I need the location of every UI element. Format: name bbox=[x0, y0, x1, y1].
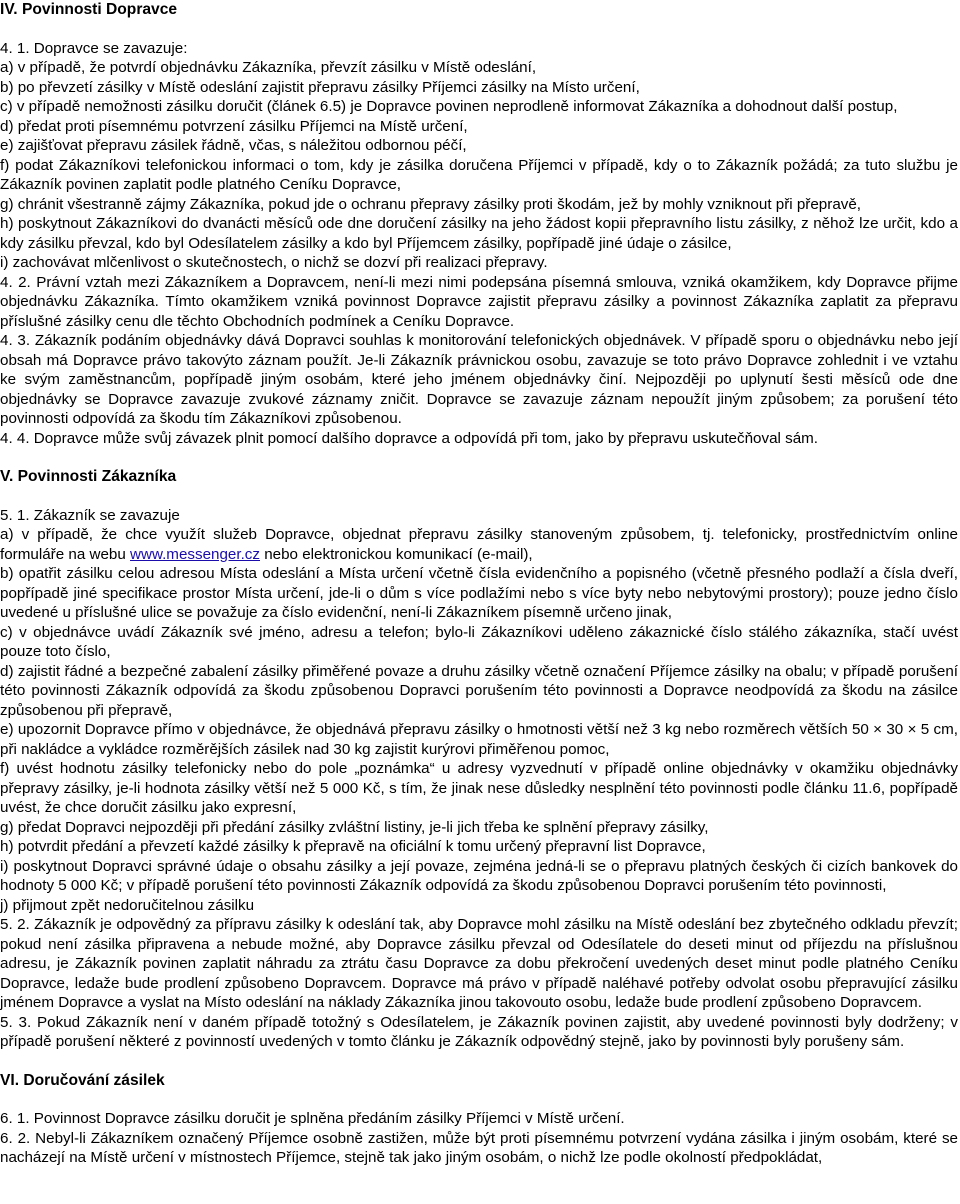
item-5-1-b: b) opatřit zásilku celou adresou Místa odeslání a Místa určení včetně čísla evidenčního a popisného (včetně přesného podlaží a čísla dveří, popřípadě jiné specifikace prostor Místa určení, jde-li o dům s více podlažími nebo s více byty nebo nebytovými prostory); pouze jedno číslo uvedené u příslušné ulice se považuje za číslo evidenční, není-li Zákazníkem písemně určeno jinak, bbox=[0, 565, 958, 621]
paragraph-5-2: 5. 2. Zákazník je odpovědný za přípravu zásilky k odeslání tak, aby Dopravce mohl zásilku na Místě odeslání bez zbytečného odkladu převzít; pokud není zásilka připravena a nebude možné, aby Dopravce zásilku převzal od Odesílatele do deseti minut od příjezdu na příslušnou adresu, je Zákazník povinen zaplatit náhradu za ztrátu času Dopravce za dobu překročení uvedených deset minut podle platného Ceníku Dopravce, ledaže bude prodlení způsobeno Dopravcem. Dopravce má právo v případě naléhavé potřeby odvolat osobu přepravující zásilku jménem Dopravce a vyslat na Místo odeslání na náklady Zákazníka jinou takovouto osobu, ledaže bude prodlení způsobeno Dopravcem. bbox=[0, 916, 958, 1011]
paragraph-6-2: 6. 2. Nebyl-li Zákazníkem označený Příjemce osobně zastižen, může být proti písemnému potvrzení vydána zásilka i jiným osobám, které se nacházejí na Místě určení v místnostech Příjemce, stejně tak jako jiným osobám, o nichž lze podle okolností předpokládat, bbox=[0, 1129, 958, 1166]
item-5-1-g: g) předat Dopravci nejpozději při předání zásilky zvláštní listiny, je-li jich třeba ke splnění přepravy zásilky, bbox=[0, 818, 709, 836]
item-5-1-f: f) uvést hodnotu zásilky telefonicky nebo do pole „poznámka“ u adresy vyzvednutí v případě online objednávky v okamžiku objednávky přepravy zásilky, je-li hodnota zásilky větší než 5 000 Kč, s tím, že jinak nese důsledky nesplnění této povinnosti podle článku 11.6, popřípadě uvést, že chce doručit zásilku jako expresní, bbox=[0, 760, 958, 816]
paragraph-4-3: 4. 3. Zákazník podáním objednávky dává Dopravci souhlas k monitorování telefonických objednávek. V případě sporu o objednávku nebo její obsah má Dopravce právo takovýto záznam použít. Je-li Zákazník právnickou osobu, zavazuje se toto právo Dopravce zohlednit i ve vztahu ke svým zaměstnancům, popřípadě jiným osobám, které jeho jménem objednávky činí. Nejpozději po uplynutí šesti měsíců ode dne objednávky se Dopravce zavazuje zvukové záznamy zničit. Dopravce se zavazuje záznam nepoužít jiným způsobem; za porušení této povinnosti odpovídá za škodu tím Zákazníkovi způsobenou. bbox=[0, 332, 958, 427]
spacer bbox=[0, 448, 960, 467]
item-5-1-a-text: a) v případě, že chce využít služeb Dopravce, objednat přepravu zásilky stanoveným způsobem, tj. telefonicky, prostřednictvím online formuláře na webu bbox=[0, 526, 958, 563]
item-4-1-h: h) poskytnout Zákazníkovi do dvanácti měsíců ode dne doručení zásilky na jeho žádost kopii přepravního listu zásilky, z něhož lze určit, kdo a kdy zásilku převzal, kdo byl Odesílatelem zásilky a kdo byl Příjemcem zásilky, popřípadě jiné údaje o zásilce, bbox=[0, 215, 958, 252]
spacer bbox=[0, 487, 960, 506]
item-4-1-d: d) předat proti písemnému potvrzení zásilku Příjemci na Místě určení, bbox=[0, 117, 468, 135]
item-5-1-j: j) přijmout zpět nedoručitelnou zásilku bbox=[0, 896, 255, 914]
item-4-1-e: e) zajišťovat přepravu zásilek řádně, včas, s náležitou odbornou péčí, bbox=[0, 137, 467, 154]
item-4-1-b: b) po převzetí zásilky v Místě odeslání zajistit přepravu zásilky Příjemci zásilky na Místo určení, bbox=[0, 78, 640, 96]
paragraph-5-3: 5. 3. Pokud Zákazník není v daném případě totožný s Odesílatelem, je Zákazník povinen zajistit, aby uvedené povinnosti byly dodrženy; v případě porušení některé z povinností uvedených v tomto článku je Zákazník odpovědný stejně, jako by povinnosti byly porušeny sám. bbox=[0, 1013, 958, 1050]
paragraph-5-1: 5. 1. Zákazník se zavazuje bbox=[0, 506, 180, 524]
paragraph-4-2: 4. 2. Právní vztah mezi Zákazníkem a Dopravcem, není-li mezi nimi podepsána písemná smlouva, vzniká okamžikem, kdy Dopravce přijme objednávku Zákazníka. Tímto okamžikem vzniká povinnost Dopravce zajistit přepravu zásilky a povinnost Zákazníka zaplatit za přepravu příslušné zásilky cenu dle těchto Obchodních podmínek a Ceníku Dopravce. bbox=[0, 273, 958, 330]
item-4-1-g: g) chránit všestranně zájmy Zákazníka, pokud jde o ochranu přepravy zásilky proti škodám, jež by mohly vzniknout při přepravě, bbox=[0, 195, 862, 213]
section-heading-vi: VI. Doručování zásilek bbox=[0, 1071, 165, 1089]
item-5-1-a bbox=[0, 525, 960, 564]
item-5-1-c: c) v objednávce uvádí Zákazník své jméno, adresu a telefon; bylo-li Zákazníkovi uděleno zákaznické číslo stálého zákazníka, stačí uvést pouze toto číslo, bbox=[0, 623, 958, 660]
item-4-1-c: c) v případě nemožnosti zásilku doručit (článek 6.5) je Dopravce povinen neprodleně informovat Zákazníka a dohodnout další postup, bbox=[0, 98, 898, 115]
item-5-1-h: h) potvrdit předání a převzetí každé zásilky k přepravě na oficiální k tomu určený přepravní list Dopravce, bbox=[0, 838, 706, 855]
section-heading-v: V. Povinnosti Zákazníka bbox=[0, 468, 177, 485]
paragraph-4-1: 4. 1. Dopravce se zavazuje: bbox=[0, 39, 188, 57]
item-5-1-a-tail: nebo elektronickou komunikací (e-mail), bbox=[260, 545, 533, 563]
spacer bbox=[0, 20, 960, 39]
item-4-1-f: f) podat Zákazníkovi telefonickou informaci o tom, kdy je zásilka doručena Příjemci v případě, kdy o to Zákazník požádá; za tuto službu je Zákazník povinen zaplatit podle platného Ceníku Dopravce, bbox=[0, 156, 958, 193]
paragraph-6-1: 6. 1. Povinnost Dopravce zásilku doručit je splněna předáním zásilky Příjemci v Místě určení. bbox=[0, 1110, 625, 1127]
item-5-1-i: i) poskytnout Dopravci správné údaje o obsahu zásilky a její povaze, zejména jedná-li se o přepravu platných českých či cizích bankovek do hodnoty 5 000 Kč; v případě porušení této povinnosti Zákazník odpovídá za škodu způsobenou Dopravci porušením této povinnosti, bbox=[0, 857, 958, 894]
paragraph-4-4: 4. 4. Dopravce může svůj závazek plnit pomocí dalšího dopravce a odpovídá při tom, jako by přepravu uskutečňoval sám. bbox=[0, 429, 819, 447]
spacer bbox=[0, 1052, 960, 1071]
item-4-1-a: a) v případě, že potvrdí objednávku Zákazníka, převzít zásilku v Místě odeslání, bbox=[0, 59, 537, 76]
item-5-1-e: e) upozornit Dopravce přímo v objednávce, že objednává přepravu zásilky o hmotnosti větší než 3 kg nebo rozměrech větších 50 × 30 × 5 cm, při nakládce a vykládce rozměrějších zásilek nad 30 kg zajistit kurýrovi přiměřenou pomoc, bbox=[0, 721, 958, 758]
item-5-1-d: d) zajistit řádné a bezpečné zabalení zásilky přiměřené povaze a druhu zásilky včetně označení Příjemce zásilky na obalu; v případě porušení této povinnosti Zákazník odpovídá za škodu způsobenou Dopravci porušením této povinnosti a Dopravce neodpovídá za škodu na zásilce způsobenou při přepravě, bbox=[0, 662, 958, 719]
section-heading-iv: IV. Povinnosti Dopravce bbox=[0, 1, 178, 18]
messenger-website-link[interactable]: www.messenger.cz bbox=[130, 545, 260, 563]
spacer bbox=[0, 1090, 960, 1109]
item-4-1-i: i) zachovávat mlčenlivost o skutečnostech, o nichž se dozví při realizaci přepravy. bbox=[0, 254, 548, 271]
